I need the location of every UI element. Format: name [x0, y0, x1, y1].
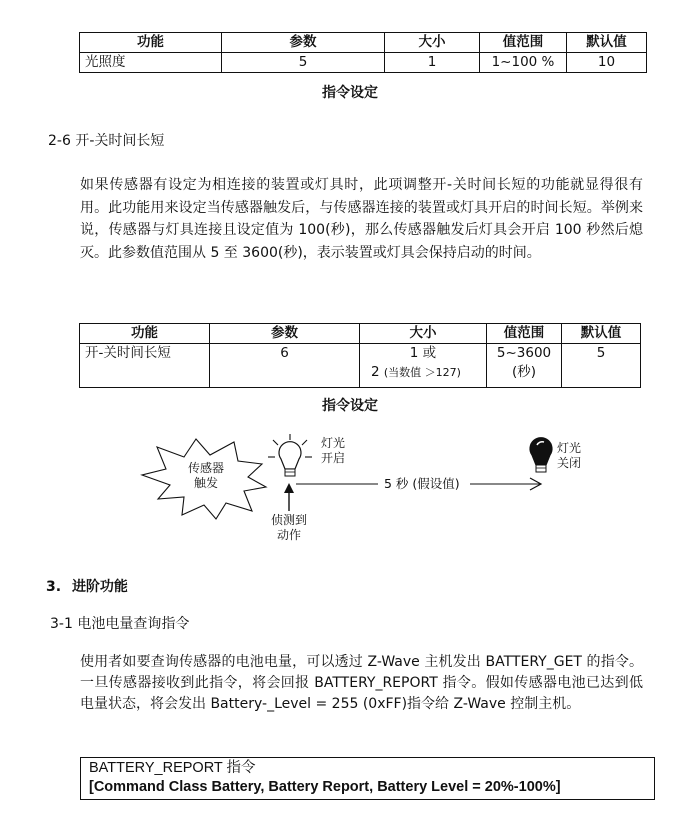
- on-off-duration-table: [79, 323, 641, 388]
- header-function: 功能: [80, 324, 210, 344]
- sensor-trigger-label: [184, 461, 228, 491]
- section-3-heading: [46, 576, 128, 596]
- light-off-line1: 灯光: [557, 441, 582, 455]
- cell-range: 1~100 %: [480, 53, 567, 73]
- duration-label: 5 秒 (假设值): [384, 476, 460, 491]
- light-level-table: [79, 32, 647, 73]
- header-default: 默认值: [562, 324, 641, 344]
- sensor-label-line2: 触发: [193, 476, 218, 490]
- size-value-2: 2: [371, 364, 380, 380]
- header-param: 参数: [222, 33, 385, 53]
- range-line1: 5~3600: [496, 345, 552, 361]
- section-number: 3.: [46, 579, 62, 595]
- light-off-bulb-icon: [530, 438, 552, 472]
- light-on-label: [321, 436, 345, 466]
- header-size: 大小: [385, 33, 480, 53]
- table-row: [80, 344, 641, 388]
- section-title: 进阶功能: [71, 579, 128, 595]
- size-line1: 1 或: [409, 345, 437, 361]
- header-size: 大小: [360, 324, 487, 344]
- section-number: 3-1: [50, 616, 73, 632]
- sensor-label-line1: 传感器: [187, 461, 224, 475]
- header-default: 默认值: [567, 33, 647, 53]
- cell-default: 10: [567, 53, 647, 73]
- header-range: 值范围: [487, 324, 562, 344]
- table-row: [80, 53, 647, 73]
- section-3-1-heading: [50, 613, 189, 633]
- header-range: 值范围: [480, 33, 567, 53]
- cell-default: 5: [562, 344, 641, 388]
- cell-param: 5: [222, 53, 385, 73]
- light-on-line1: 灯光: [321, 436, 346, 450]
- table-header-row: [80, 324, 641, 344]
- cell-function: 光照度: [80, 53, 222, 73]
- battery-report-command-box: [80, 757, 655, 800]
- detect-line2: 动作: [276, 528, 301, 542]
- cell-range: [487, 344, 562, 388]
- section-title: 电池电量查询指令: [77, 616, 190, 632]
- table-header-row: [80, 33, 647, 53]
- section-2-6-paragraph: 如果传感器有设定为相连接的装置或灯具时，此项调整开-关时间长短的功能就显得很有用。此功能用来设定当传感器触发后，与传感器连接的装置或灯具开启的时间长短。举例来说，传感器与灯具连接且设定值为 100(秒)，那么传感器触发后灯具会开启 100 秒然后熄灭。此参数值范围从 5 至 3600(秒)，表示装置或灯具会保持启动的时间。: [80, 177, 643, 262]
- section-2-6-heading: [48, 130, 164, 150]
- table1-caption: 指令设定: [322, 85, 378, 101]
- light-on-bulb-icon: [268, 434, 312, 476]
- detect-line1: 侦测到: [270, 513, 307, 527]
- table2-caption: 指令设定: [322, 398, 378, 414]
- command-name: BATTERY_REPORT 指令: [89, 760, 256, 776]
- cell-function: 开-关时间长短: [80, 344, 210, 388]
- cell-size: [360, 344, 487, 388]
- header-function: 功能: [80, 33, 222, 53]
- light-off-label: [557, 441, 581, 471]
- section-number: 2-6: [48, 133, 71, 149]
- light-on-line2: 开启: [321, 451, 346, 465]
- size-note: (当数值 ＞127): [383, 366, 461, 379]
- command-detail: [Command Class Battery, Battery Report, Battery Level = 20%-100%]: [89, 779, 561, 795]
- detect-motion-label: [268, 513, 310, 543]
- header-param: 参数: [210, 324, 360, 344]
- section-3-1-paragraph: 使用者如要查询传感器的电池电量，可以透过 Z-Wave 主机发出 BATTERY_GET 的指令。一旦传感器接收到此指令，将会回报 BATTERY_REPORT 指令。假如传感器电池已达到低电量状态，将会发出 Battery-_Level = 255 (0xFF)指令给 Z-Wave 控制主机。: [80, 654, 643, 712]
- cell-size: 1: [385, 53, 480, 73]
- size-line2: [365, 363, 481, 382]
- range-line2: (秒): [511, 364, 537, 380]
- light-off-line2: 关闭: [557, 456, 582, 470]
- timing-diagram: [0, 425, 700, 555]
- cell-param: 6: [210, 344, 360, 388]
- section-title: 开-关时间长短: [75, 133, 165, 149]
- detect-arrow-icon: [284, 483, 294, 511]
